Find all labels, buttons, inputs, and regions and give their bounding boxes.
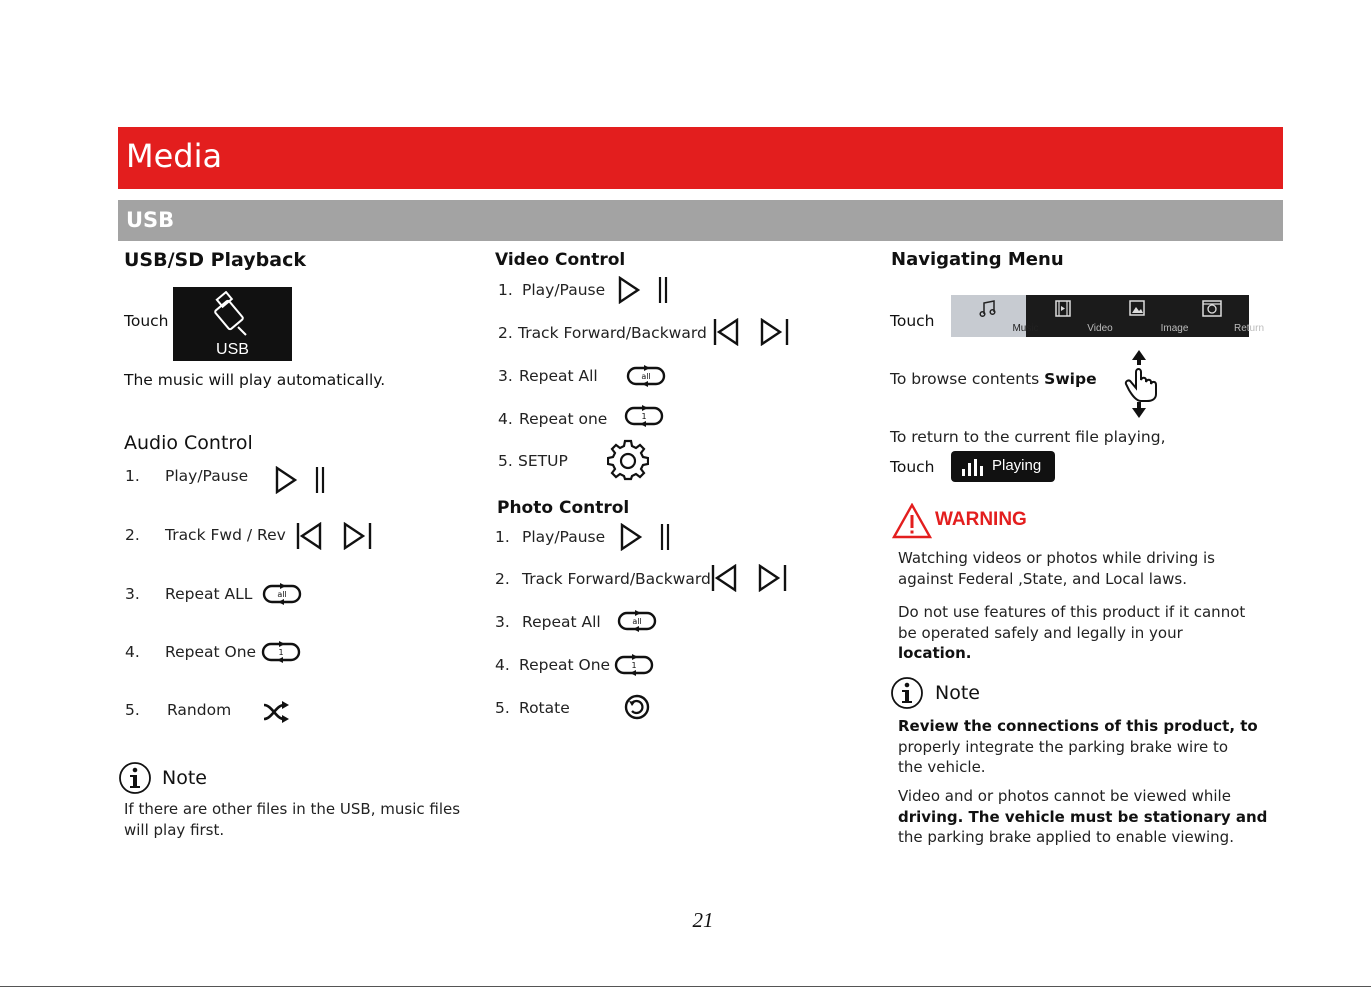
footer-rule bbox=[0, 986, 1371, 987]
usb-button-label: USB bbox=[216, 341, 249, 358]
info-icon bbox=[118, 761, 152, 795]
return-icon bbox=[1201, 299, 1223, 319]
track-prev-next-icon bbox=[713, 318, 791, 346]
photo-item-num: 4. bbox=[495, 656, 510, 674]
return-text: To return to the current file playing, bbox=[890, 428, 1166, 446]
audio-control-heading: Audio Control bbox=[124, 432, 253, 454]
svg-text:all: all bbox=[632, 617, 642, 626]
svg-text:all: all bbox=[277, 590, 287, 599]
note-text: If there are other files in the USB, music files will play first. bbox=[124, 800, 461, 839]
svg-text:1: 1 bbox=[641, 412, 647, 421]
svg-text:1: 1 bbox=[278, 648, 284, 657]
audio-item-num: 2. bbox=[125, 526, 140, 544]
image-icon bbox=[1127, 299, 1147, 319]
photo-item-label: Track Forward/Backward bbox=[522, 570, 711, 588]
browse-text: To browse contents Swipe bbox=[890, 370, 1097, 388]
audio-item-label: Play/Pause bbox=[165, 467, 249, 485]
video-item-label: Play/Pause bbox=[522, 281, 606, 299]
play-pause-icon bbox=[275, 466, 331, 494]
info-icon bbox=[890, 676, 924, 710]
warning-heading: WARNING bbox=[935, 509, 1027, 530]
usb-button[interactable] bbox=[173, 287, 292, 361]
play-pause-icon bbox=[618, 276, 674, 304]
menu-item-label: Music bbox=[1012, 323, 1039, 334]
note-heading: Note bbox=[935, 682, 980, 704]
music-note-icon bbox=[978, 299, 998, 319]
video-item-num: 3. bbox=[498, 367, 513, 385]
warning-text-2: Do not use features of this product if it cannot be operated safely and legally in your location. bbox=[898, 603, 1246, 662]
repeat-all-icon bbox=[262, 583, 302, 605]
audio-item-num: 3. bbox=[125, 585, 140, 603]
track-prev-next-icon bbox=[711, 564, 789, 592]
touch-label: Touch bbox=[124, 312, 169, 330]
navigating-menu-heading: Navigating Menu bbox=[891, 249, 1064, 270]
menu-item-label: Video bbox=[1087, 323, 1113, 334]
repeat-one-icon bbox=[624, 405, 664, 427]
page-title: Media bbox=[126, 137, 223, 175]
warning-text-1: Watching videos or photos while driving is against Federal ,State, and Local laws. bbox=[898, 549, 1215, 588]
media-banner bbox=[118, 127, 1283, 189]
video-item-label: Track Forward/Backward bbox=[518, 324, 707, 342]
photo-item-label: Repeat All bbox=[522, 613, 601, 631]
page-number: 21 bbox=[692, 908, 714, 932]
now-playing-label: Playing bbox=[992, 457, 1042, 474]
note-text-2: Video and or photos cannot be viewed while driving. The vehicle must be stationary and the parking brake applied to enable viewing. bbox=[898, 787, 1268, 846]
audio-item-num: 4. bbox=[125, 643, 140, 661]
audio-item-label: Repeat ALL bbox=[165, 585, 253, 603]
film-icon bbox=[1053, 299, 1073, 319]
video-item-num: 5. bbox=[498, 452, 513, 470]
audio-item-label: Random bbox=[167, 701, 232, 719]
repeat-one-icon bbox=[261, 641, 301, 663]
menu-item-image[interactable] bbox=[1100, 295, 1189, 337]
audio-item-num: 5. bbox=[125, 701, 140, 719]
media-menu-bar bbox=[951, 295, 1264, 337]
video-item-num: 1. bbox=[498, 281, 513, 299]
video-item-label: Repeat one bbox=[519, 410, 608, 428]
menu-item-video[interactable] bbox=[1026, 295, 1113, 337]
usb-section-banner bbox=[118, 200, 1283, 241]
section-title: USB bbox=[126, 208, 175, 232]
photo-control-heading: Photo Control bbox=[497, 498, 630, 518]
photo-item-num: 5. bbox=[495, 699, 510, 717]
video-item-num: 4. bbox=[498, 410, 513, 428]
photo-item-label: Rotate bbox=[519, 699, 570, 717]
video-item-label: Repeat All bbox=[519, 367, 598, 385]
equalizer-icon bbox=[961, 457, 985, 477]
shuffle-icon bbox=[262, 700, 290, 724]
repeat-one-icon bbox=[614, 654, 654, 676]
menu-item-return[interactable] bbox=[1175, 295, 1264, 337]
track-prev-next-icon bbox=[296, 522, 374, 550]
video-item-num: 2. bbox=[498, 324, 513, 342]
svg-text:1: 1 bbox=[631, 661, 637, 670]
warning-triangle-icon bbox=[892, 503, 932, 539]
usb-plug-icon bbox=[210, 291, 256, 337]
repeat-all-icon bbox=[626, 365, 666, 387]
play-pause-icon bbox=[620, 523, 676, 551]
repeat-all-icon bbox=[617, 610, 657, 632]
photo-item-label: Repeat One bbox=[519, 656, 611, 674]
rotate-icon bbox=[624, 694, 650, 720]
swipe-hand-icon bbox=[1120, 350, 1166, 418]
video-item-label: SETUP bbox=[518, 452, 568, 470]
svg-text:all: all bbox=[641, 372, 651, 381]
photo-item-num: 2. bbox=[495, 570, 510, 588]
gear-icon bbox=[607, 439, 649, 481]
audio-item-num: 1. bbox=[125, 467, 140, 485]
touch-label: Touch bbox=[890, 312, 935, 330]
touch-label: Touch bbox=[890, 458, 935, 476]
photo-item-label: Play/Pause bbox=[522, 528, 606, 546]
menu-item-music[interactable] bbox=[951, 295, 1039, 337]
photo-item-num: 1. bbox=[495, 528, 510, 546]
audio-item-label: Track Fwd / Rev bbox=[165, 526, 286, 544]
photo-item-num: 3. bbox=[495, 613, 510, 631]
menu-item-label: Return bbox=[1233, 323, 1264, 334]
usb-playback-heading: USB/SD Playback bbox=[124, 249, 306, 271]
note-text-1: Review the connections of this product, to properly integrate the parking brake wire to the vehicle. bbox=[898, 717, 1258, 776]
now-playing-button[interactable] bbox=[951, 451, 1055, 482]
auto-play-text: The music will play automatically. bbox=[124, 371, 386, 389]
audio-item-label: Repeat One bbox=[165, 643, 257, 661]
video-control-heading: Video Control bbox=[495, 250, 626, 270]
menu-item-label: Image bbox=[1160, 323, 1189, 334]
note-heading: Note bbox=[162, 767, 207, 789]
